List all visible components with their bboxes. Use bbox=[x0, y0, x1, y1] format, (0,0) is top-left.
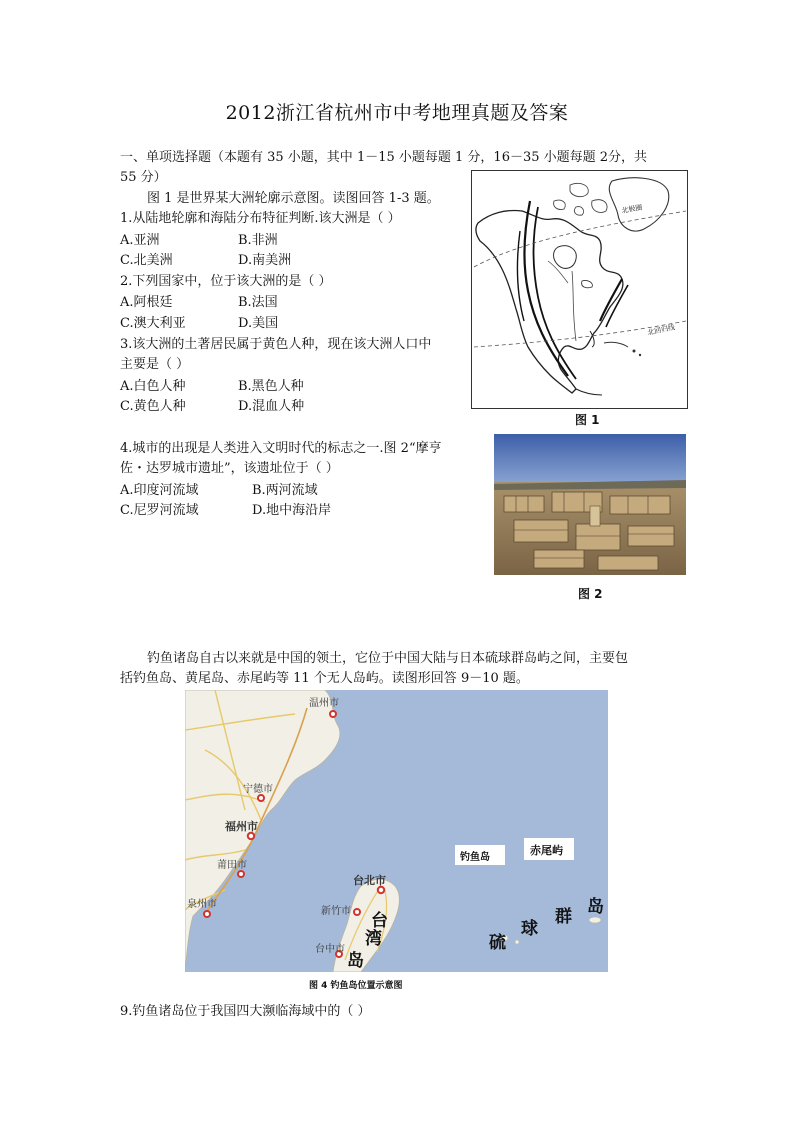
diaoyu-paragraph: 钓鱼诸岛自古以来就是中国的领土，它位于中国大陆与日本硫球群岛屿之间，主要包 bbox=[147, 651, 629, 666]
q3-option-a: A.白色人种 bbox=[120, 379, 186, 394]
q4-option-c: C.尼罗河流域 bbox=[120, 503, 199, 518]
q2-option-b: B.法国 bbox=[238, 295, 278, 310]
figure-1-caption: 图 1 bbox=[575, 413, 600, 427]
figure-4-diaoyu-map bbox=[185, 690, 608, 972]
q3-option-d: D.混血人种 bbox=[238, 399, 305, 414]
q4-option-b: B.两河流域 bbox=[252, 483, 318, 498]
diaoyu-paragraph-cont: 括钓鱼岛、黄尾岛、赤尾屿等 11 个无人岛屿。读图形回答 9－10 题。 bbox=[120, 671, 529, 686]
q1-option-c: C.北美洲 bbox=[120, 253, 173, 268]
section-heading: 一、单项选择题（本题有 35 小题，其中 1－15 小题每题 1 分，16－35 小题每题 2分，共 bbox=[120, 150, 648, 165]
q9-stem: 9.钓鱼诸岛位于我国四大濒临海域中的（ ） bbox=[120, 1004, 371, 1019]
ryukyu-label-2: 球 bbox=[521, 919, 538, 939]
q3-stem-cont: 主要是（ ） bbox=[120, 357, 190, 372]
tropic-label: 北回归线 bbox=[646, 323, 676, 337]
q4-option-d: D.地中海沿岸 bbox=[252, 503, 332, 518]
q1-option-d: D.南美洲 bbox=[238, 253, 292, 268]
q2-stem: 2.下列国家中，位于该大洲的是（ ） bbox=[120, 274, 332, 289]
q2-option-c: C.澳大利亚 bbox=[120, 316, 186, 331]
city-hsinchu: 新竹市 bbox=[321, 906, 351, 917]
figure-2-caption: 图 2 bbox=[578, 587, 603, 601]
q3-option-c: C.黄色人种 bbox=[120, 399, 186, 414]
island-chiwei: 赤尾屿 bbox=[530, 844, 563, 857]
city-taipei: 台北市 bbox=[353, 874, 386, 887]
q4-stem: 4.城市的出现是人类进入文明时代的标志之一.图 2“摩亨 bbox=[120, 441, 442, 456]
page-title: 2012浙江省杭州市中考地理真题及答案 bbox=[225, 102, 569, 124]
ryukyu-label-3: 群 bbox=[555, 907, 572, 927]
figure-4-caption: 图 4 钓鱼岛位置示意图 bbox=[309, 981, 403, 991]
city-ningde: 宁德市 bbox=[243, 784, 273, 795]
q1-option-a: A.亚洲 bbox=[120, 233, 160, 248]
q4-stem-cont: 佐・达罗城市遗址”，该遗址位于（ ） bbox=[120, 461, 339, 476]
arctic-circle-label: 北极圈 bbox=[620, 203, 644, 215]
city-wenzhou: 温州市 bbox=[309, 698, 339, 709]
q3-stem: 3.该大洲的土著居民属于黄色人种，现在该大洲人口中 bbox=[120, 337, 432, 352]
q4-option-a: A.印度河流域 bbox=[120, 483, 199, 498]
continent-outline-svg bbox=[472, 171, 687, 408]
taiwan-label-2: 湾 bbox=[365, 929, 382, 949]
section-heading-cont: 55 分） bbox=[120, 170, 167, 185]
city-quanzhou: 泉州市 bbox=[187, 899, 217, 910]
figure-1-continent-map bbox=[471, 170, 688, 409]
city-putian: 莆田市 bbox=[217, 860, 247, 871]
figure-2-ruins-photo bbox=[494, 434, 686, 575]
q1-option-b: B.非洲 bbox=[238, 233, 278, 248]
q3-option-b: B.黑色人种 bbox=[238, 379, 304, 394]
island-diaoyu: 钓鱼岛 bbox=[460, 852, 490, 863]
city-fuzhou: 福州市 bbox=[225, 820, 258, 833]
taiwan-label-1: 台 bbox=[371, 911, 388, 931]
q2-option-a: A.阿根廷 bbox=[120, 295, 173, 310]
q2-option-d: D.美国 bbox=[238, 316, 279, 331]
ryukyu-label-1: 硫 bbox=[489, 933, 506, 953]
ryukyu-label-4: 岛 bbox=[587, 897, 604, 917]
taiwan-label-3: 岛 bbox=[347, 951, 364, 971]
q1-stem: 1.从陆地轮廓和海陆分布特征判断.该大洲是（ ） bbox=[120, 211, 401, 226]
fig1-intro: 图 1 是世界某大洲轮廓示意图。读图回答 1-3 题。 bbox=[147, 191, 440, 206]
city-taichung: 台中市 bbox=[315, 944, 345, 955]
